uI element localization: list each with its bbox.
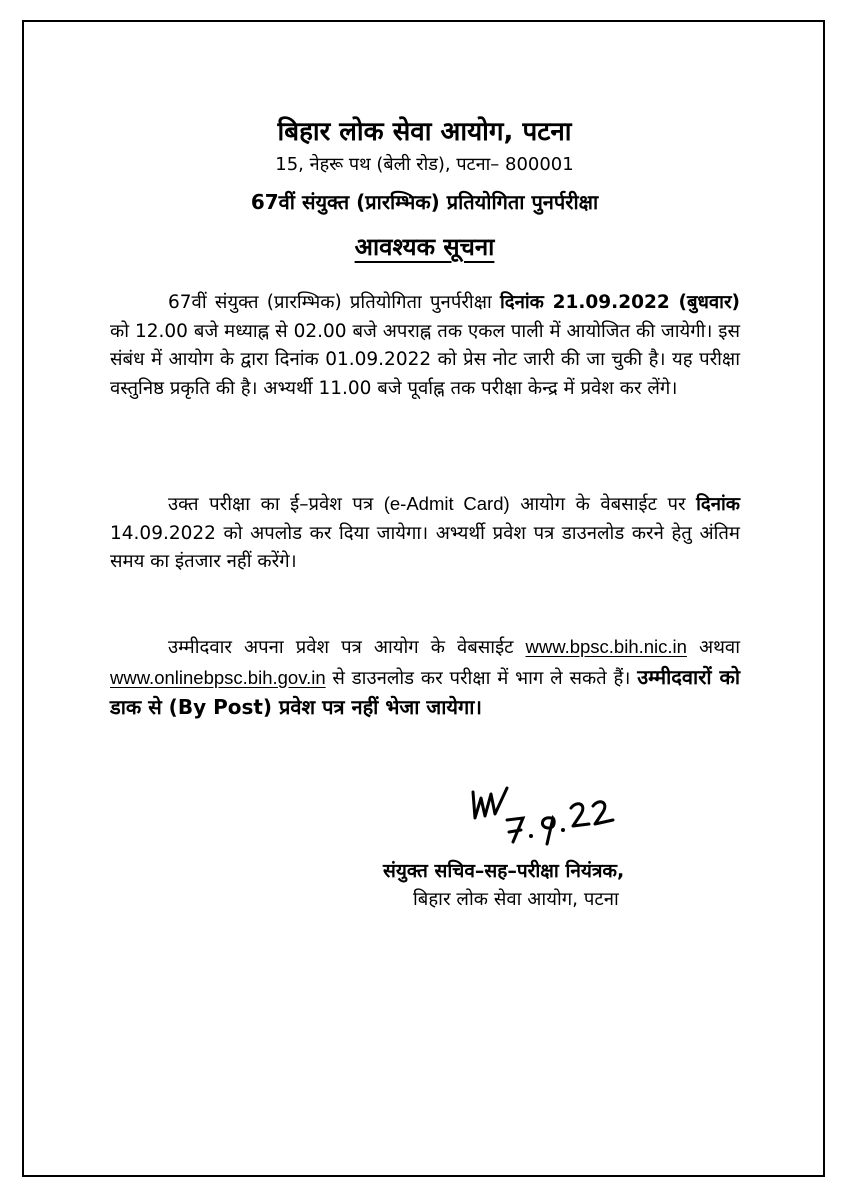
- para3-text-2: अथवा: [686, 637, 740, 658]
- organization-title: बिहार लोक सेवा आयोग, पटना: [277, 117, 572, 147]
- paragraph-admit-card: [110, 490, 740, 577]
- signatory-organization: बिहार लोक सेवा आयोग, पटना: [413, 889, 619, 910]
- para1-text-1: 67वीं संयुक्त (प्रारम्भिक) प्रतियोगिता पुनर्परीक्षा: [168, 292, 500, 313]
- organization-address: 15, नेहरू पथ (बेली रोड), पटना– 800001: [275, 154, 574, 175]
- para3-text-3: से डाउनलोड कर परीक्षा में भाग ले सकते हैं।: [325, 667, 638, 689]
- para1-text-2: को 12.00 बजे मध्याह्न से 02.00 बजे अपराह्न तक एकल पाली में आयोजित की जायेगी। इस संबंध में आयोग के द्वारा दिनांक 01.09.2022 को प्रेस नोट जारी की जा चुकी है। यह परीक्षा वस्तुनिष्ठ प्रकृति की है। अभ्यर्थी 11.00 बजे पूर्वाह्न तक परीक्षा केन्द्र में प्रवेश कर लेंगे।: [110, 320, 740, 399]
- notice-heading: [0, 230, 849, 263]
- para2-text-2: आयोग के वेबसाईट पर: [509, 494, 697, 515]
- date-label: दिनांक: [696, 494, 740, 515]
- para3-text-1: उम्मीदवार अपना प्रवेश पत्र आयोग के वेबसाईट: [168, 637, 526, 658]
- para2-text-3: 14.09.2022 को अपलोड कर दिया जायेगा। अभ्यर्थी प्रवेश पत्र डाउनलोड करने हेतु अंतिम समय का इंतजार नहीं करेंगे।: [110, 522, 740, 572]
- no-post-notice: उम्मीदवारों को डाक से (By Post) प्रवेश पत्र नहीं भेजा जायेगा।: [110, 664, 740, 719]
- exam-date: दिनांक 21.09.2022 (बुधवार): [499, 292, 740, 313]
- signatory-designation: संयुक्त सचिव–सह–परीक्षा नियंत्रक,: [383, 860, 625, 882]
- paragraph-exam-date: [110, 289, 740, 403]
- notice-heading-text: आवश्यक सूचना: [354, 233, 495, 261]
- admit-card-term: (e-Admit Card): [383, 493, 510, 514]
- exam-title: 67वीं संयुक्त (प्रारम्भिक) प्रतियोगिता पुनर्परीक्षा: [250, 190, 599, 214]
- para2-text-1: उक्त परीक्षा का ई–प्रवेश पत्र: [168, 494, 384, 515]
- onlinebpsc-website-link[interactable]: www.onlinebpsc.bih.gov.in: [110, 666, 326, 688]
- paragraph-download: [110, 633, 740, 724]
- bpsc-website-link[interactable]: www.bpsc.bih.nic.in: [525, 636, 687, 657]
